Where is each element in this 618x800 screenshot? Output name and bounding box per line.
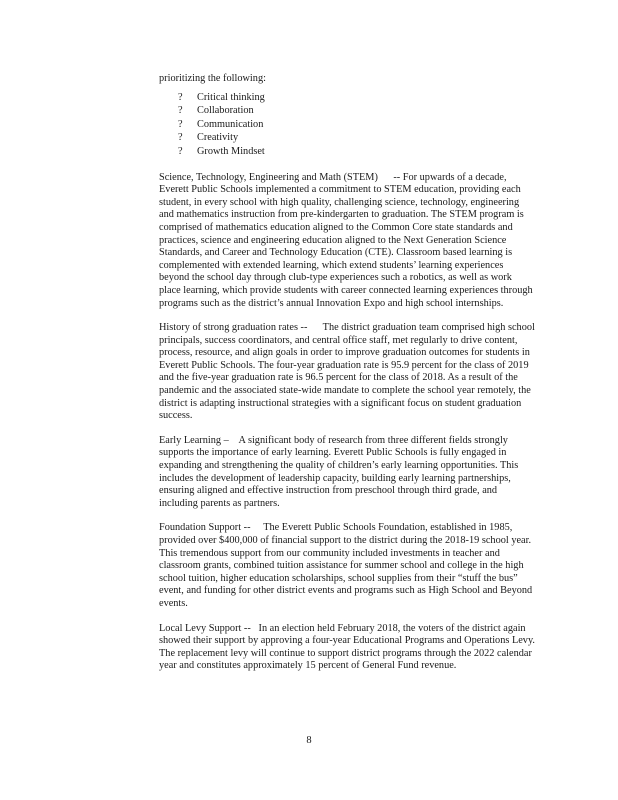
- list-item-text: Growth Mindset: [197, 145, 265, 157]
- page-number: 8: [306, 735, 312, 746]
- list-item: [178, 145, 535, 159]
- paragraph-lead: Science, Technology, Engineering and Math (STEM) --: [159, 171, 401, 183]
- bullet-marker: ?: [178, 105, 183, 117]
- graduation-paragraph: [159, 322, 535, 423]
- bullet-marker: ?: [178, 91, 183, 103]
- paragraph-lead: Early Learning –: [159, 434, 239, 446]
- paragraph-body: A significant body of research from three different fields strongly supports the importance of early learning. Everett Public Schools is fully engaged in expanding and strengthening the quality of children’s early learning opportunities. This includes the development of leadership capacity, building early learning partnerships, ensuring aligned and effective instruction from preschool through third grade, and including parents as partners.: [159, 434, 519, 509]
- paragraph-body: For upwards of a decade, Everett Public Schools implemented a commitment to STEM education, providing each student, in every school with high quality, challenging science, technology, engineering and mathematics instruction from pre-kindergarten to graduation. The STEM program is comprised of mathematics education aligned to the Common Core state standards and practices, science and engineering education aligned to the Next Generation Science Standards, and Career and Technology Education (CTE). Classroom based learning is complemented with extended learning, which extend students’ learning experiences beyond the school day through club-type experiences such a robotics, as well as work place learning, which provide students with career connected learning experiences through programs such as the district’s annual Innovation Expo and high school internships.: [159, 171, 533, 309]
- list-item: [178, 118, 535, 132]
- bullet-marker: ?: [178, 132, 183, 144]
- early-learning-paragraph: [159, 435, 535, 511]
- foundation-paragraph: [159, 522, 535, 610]
- paragraph-lead: Foundation Support --: [159, 522, 264, 534]
- list-item-text: Critical thinking: [197, 91, 265, 103]
- page-content: [159, 73, 535, 673]
- list-item-text: Creativity: [197, 132, 239, 144]
- list-item: [178, 91, 535, 105]
- bullet-marker: ?: [178, 145, 183, 157]
- paragraph-lead: Local Levy Support --: [159, 622, 259, 634]
- bullet-marker: ?: [178, 118, 183, 130]
- levy-paragraph: [159, 623, 535, 673]
- paragraph-body: The Everett Public Schools Foundation, established in 1985, provided over $400,000 of financial support to the district during the 2018-19 school year. This tremendous support from our community included investments in teacher and classroom grants, combined tuition assistance for summer school and college in the high school tuition, higher education scholarships, school supplies from their “stuff the bus” event, and funding for other district events and programs such as High School and Beyond events.: [159, 522, 533, 609]
- paragraph-body: The district graduation team comprised high school principals, success coordinators, and central office staff, met regularly to drive content, process, resource, and align goals in order to improve graduation outcomes for students in Everett Public Schools. The four-year graduation rate is 95.9 percent for the class of 2019 and the five-year graduation rate is 96.5 percent for the class of 2018. As a result of the pandemic and the associated state-wide mandate to complete the school year remotely, the district is adapting instructional strategies with a significant focus on student graduation success.: [159, 322, 535, 422]
- paragraph-lead: History of strong graduation rates --: [159, 322, 323, 334]
- stem-paragraph: [159, 172, 535, 311]
- priority-list: [159, 91, 535, 159]
- intro-text: prioritizing the following:: [159, 73, 266, 84]
- list-item-text: Communication: [197, 118, 264, 130]
- list-item-text: Collaboration: [197, 105, 254, 117]
- paragraph-body: In an election held February 2018, the voters of the district again showed their support by approving a four-year Educational Programs and Operations Levy. The replacement levy will continue to support district programs through the 2022 calendar year and constitutes approximately 15 percent of General Fund revenue.: [159, 622, 536, 672]
- list-item: [178, 104, 535, 118]
- list-item: [178, 131, 535, 145]
